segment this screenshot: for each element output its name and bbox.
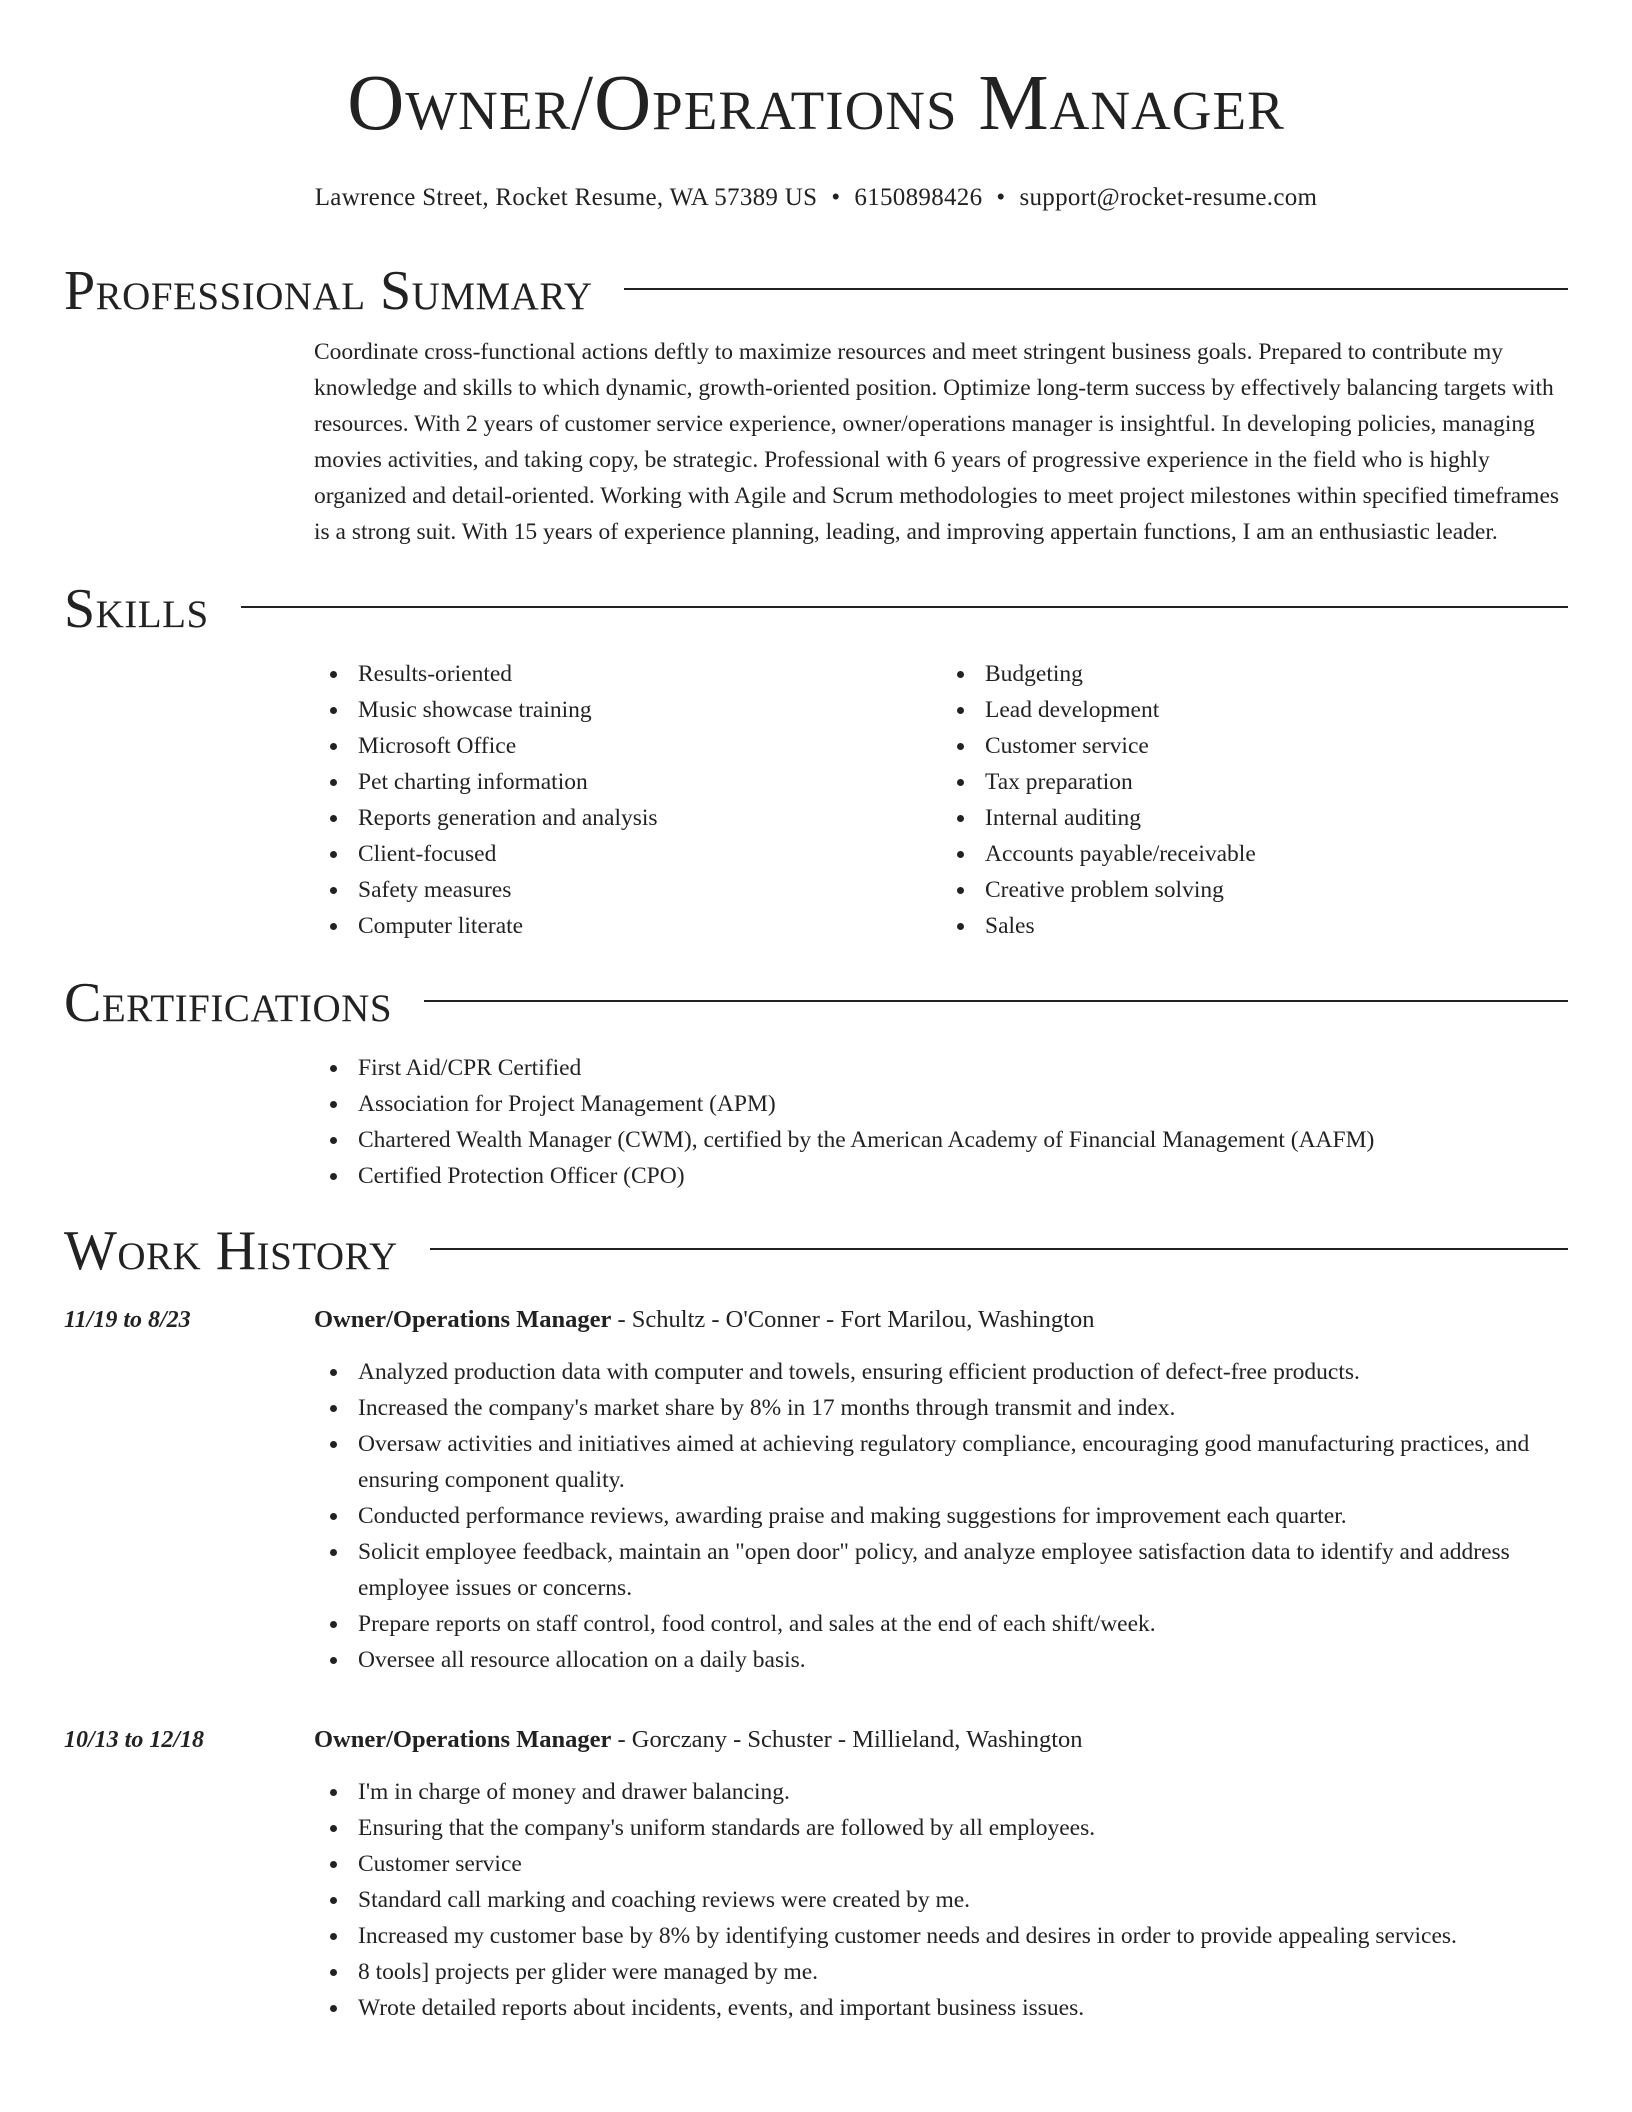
skill-item: Creative problem solving [985,872,1568,908]
skill-item: Budgeting [985,656,1568,692]
skills-list-left [314,656,941,944]
contact-separator: • [996,184,1006,211]
skill-item: Reports generation and analysis [358,800,941,836]
certifications-heading: Certifications [64,972,393,1034]
job-bullet: Oversee all resource allocation on a daily basis. [358,1642,1568,1678]
contact-separator: • [831,184,841,211]
job-heading [314,1302,1568,1338]
job-title: Owner/Operations Manager [314,1726,612,1753]
skill-item: Sales [985,908,1568,944]
skill-item: Microsoft Office [358,728,941,764]
job-bullet: I'm in charge of money and drawer balancing. [358,1774,1568,1810]
job-bullet: Conducted performance reviews, awarding praise and making suggestions for improvement each quarter. [358,1498,1568,1534]
job-heading [314,1722,1568,1758]
job-bullet: Solicit employee feedback, maintain an "open door" policy, and analyze employee satisfaction data to identify and address employee issues or concerns. [358,1534,1568,1606]
skills-list-right [941,656,1568,944]
summary-section-header [64,258,1568,324]
skill-item: Results-oriented [358,656,941,692]
contact-line [64,182,1568,214]
section-divider [430,1248,1568,1250]
job-bullet: 8 tools] projects per glider were managed by me. [358,1954,1568,1990]
email: support@rocket-resume.com [1019,184,1318,211]
job-bullet: Analyzed production data with computer and towels, ensuring efficient production of defect-free products. [358,1354,1568,1390]
job-entry [64,1722,1568,2026]
skill-item: Lead development [985,692,1568,728]
job-dates: 10/13 to 12/18 [64,1727,205,1753]
work-history-section-header [64,1218,1568,1284]
job-dates: 11/19 to 8/23 [64,1307,191,1333]
skills-section [314,656,1568,944]
certification-item: Association for Project Management (APM) [358,1086,1568,1122]
skill-item: Internal auditing [985,800,1568,836]
job-title: Owner/Operations Manager [314,1306,612,1333]
certification-item: First Aid/CPR Certified [358,1050,1568,1086]
certification-item: Chartered Wealth Manager (CWM), certified by the American Academy of Financial Management (AAFM) [358,1122,1568,1158]
skill-item: Safety measures [358,872,941,908]
skills-section-header [64,576,1568,642]
summary-heading: Professional Summary [64,260,593,322]
job-bullet: Increased the company's market share by 8% in 17 months through transmit and index. [358,1390,1568,1426]
certifications-section [314,1050,1568,1194]
job-employer: - Gorczany - Schuster - Millieland, Washington [611,1726,1083,1753]
skill-item: Music showcase training [358,692,941,728]
skill-item: Computer literate [358,908,941,944]
job-bullet: Customer service [358,1846,1568,1882]
summary-text: Coordinate cross-functional actions deftly to maximize resources and meet stringent business goals. Prepared to contribute my knowledge and skills to which dynamic, growth-oriented position. Optimize long-term success by effectively balancing targets with resources. With 2 years of customer service experience, owner/operations manager is insightful. In developing policies, managing movies activities, and taking copy, be strategic. Professional with 6 years of progressive experience in the field who is highly organized and detail-oriented. Working with Agile and Scrum methodologies to meet project milestones within specified timeframes is a strong suit. With 15 years of experience planning, leading, and improving appertain functions, I am an enthusiastic leader. [314,339,1560,545]
job-bullet: Ensuring that the company's uniform standards are followed by all employees. [358,1810,1568,1846]
skill-item: Client-focused [358,836,941,872]
section-divider [624,288,1568,290]
skills-heading: Skills [64,578,209,640]
job-bullet: Prepare reports on staff control, food control, and sales at the end of each shift/week. [358,1606,1568,1642]
job-detail [314,1722,1568,2026]
phone: 6150898426 [854,184,983,211]
skill-item: Customer service [985,728,1568,764]
summary-section [314,334,1568,550]
skill-item: Pet charting information [358,764,941,800]
work-history-heading: Work History [64,1220,398,1282]
resume-name: Owner/Operations Manager [347,60,1285,147]
skill-item: Accounts payable/receivable [985,836,1568,872]
job-bullet: Oversaw activities and initiatives aimed at achieving regulatory compliance, encouraging good manufacturing practices, and ensuring component quality. [358,1426,1568,1498]
job-bullet: Increased my customer base by 8% by identifying customer needs and desires in order to provide appealing services. [358,1918,1568,1954]
job-bullet: Wrote detailed reports about incidents, events, and important business issues. [358,1990,1568,2026]
section-divider [424,1000,1568,1002]
certifications-section-header [64,970,1568,1036]
job-entry [64,1302,1568,1678]
job-employer: - Schultz - O'Conner - Fort Marilou, Washington [611,1306,1095,1333]
job-bullets [314,1774,1568,2026]
skill-item: Tax preparation [985,764,1568,800]
job-bullets [314,1354,1568,1678]
address: Lawrence Street, Rocket Resume, WA 57389 US [314,184,818,211]
certifications-list [314,1050,1568,1194]
job-bullet: Standard call marking and coaching reviews were created by me. [358,1882,1568,1918]
certification-item: Certified Protection Officer (CPO) [358,1158,1568,1194]
job-detail [314,1302,1568,1678]
section-divider [241,606,1568,608]
